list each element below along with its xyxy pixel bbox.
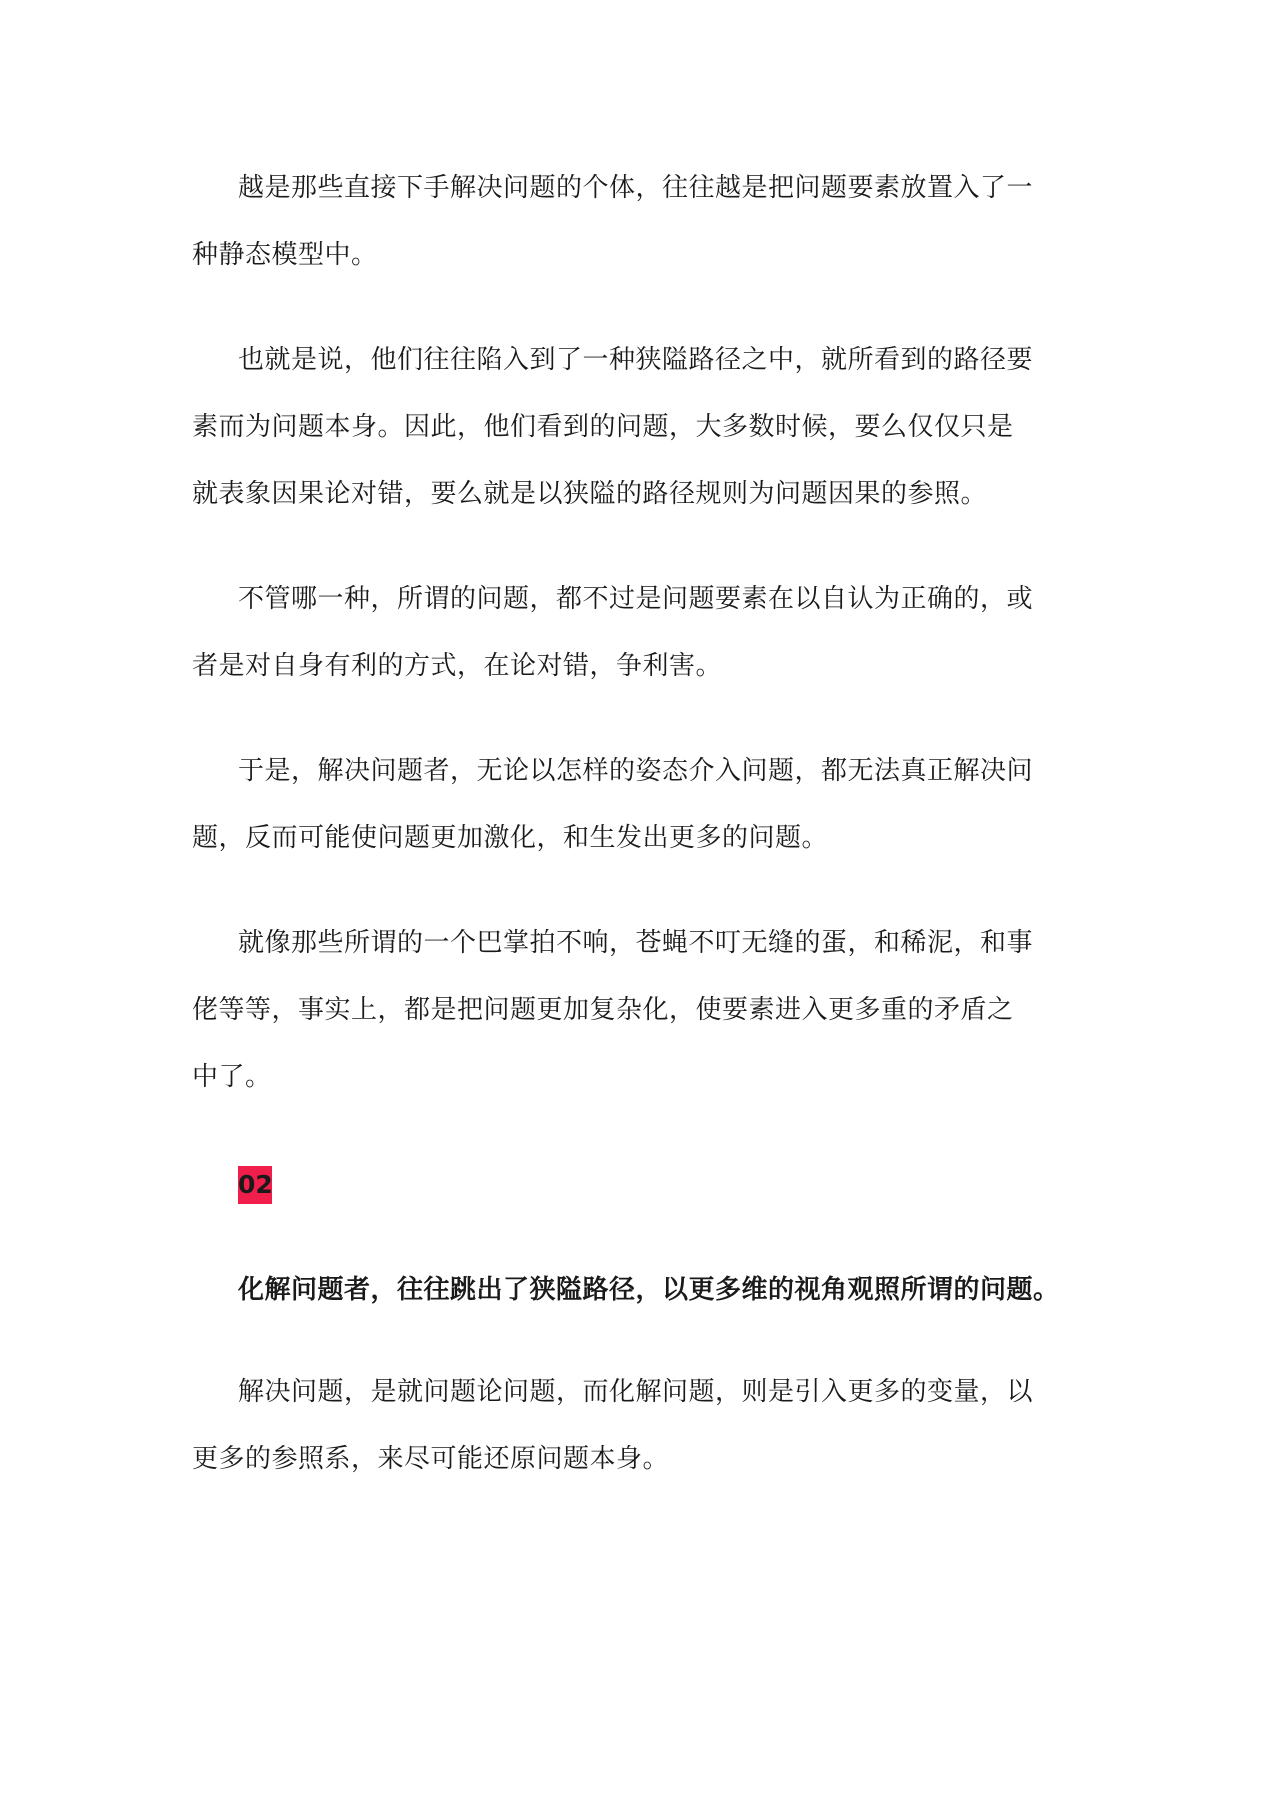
- paragraph-line: 就像那些所谓的一个巴掌拍不响，苍蝇不叮无缝的蛋，和稀泥，和事: [238, 928, 1034, 958]
- paragraph-line: 更多的参照系，来尽可能还原问题本身。: [192, 1444, 670, 1474]
- paragraph-line: 题，反而可能使问题更加激化，和生发出更多的问题。: [192, 823, 829, 853]
- paragraph-5: [192, 910, 1084, 1111]
- paragraph-line: 也就是说，他们往往陷入到了一种狭隘路径之中，就所看到的路径要: [238, 345, 1034, 375]
- paragraph-line: 佬等等，事实上，都是把问题更加复杂化，使要素进入更多重的矛盾之: [192, 995, 1014, 1025]
- paragraph-3: [192, 566, 1084, 700]
- paragraph-line: 越是那些直接下手解决问题的个体，往往越是把问题要素放置入了一: [238, 173, 1034, 203]
- paragraph-line: 者是对自身有利的方式，在论对错，争利害。: [192, 651, 723, 681]
- paragraph-line: 中了。: [192, 1062, 272, 1092]
- paragraph-line: 素而为问题本身。因此，他们看到的问题，大多数时候，要么仅仅只是: [192, 412, 1014, 442]
- paragraph-1: [192, 155, 1084, 289]
- paragraph-line: 种静态模型中。: [192, 240, 378, 270]
- paragraph-line: 就表象因果论对错，要么就是以狭隘的路径规则为问题因果的参照。: [192, 479, 988, 509]
- paragraph-2: [192, 327, 1084, 528]
- section-heading-text: 化解问题者，往往跳出了狭隘路径，以更多维的视角观照所谓的问题。: [238, 1275, 1060, 1305]
- closing-paragraph: [192, 1359, 1084, 1493]
- section-number-badge: 02: [238, 1166, 272, 1204]
- paragraph-line: 于是，解决问题者，无论以怎样的姿态介入问题，都无法真正解决问: [238, 756, 1034, 786]
- paragraph-line: 不管哪一种，所谓的问题，都不过是问题要素在以自认为正确的，或: [238, 584, 1034, 614]
- section-heading: [192, 1257, 1084, 1324]
- paragraph-line: 解决问题，是就问题论问题，而化解问题，则是引入更多的变量，以: [238, 1377, 1034, 1407]
- paragraph-4: [192, 738, 1084, 872]
